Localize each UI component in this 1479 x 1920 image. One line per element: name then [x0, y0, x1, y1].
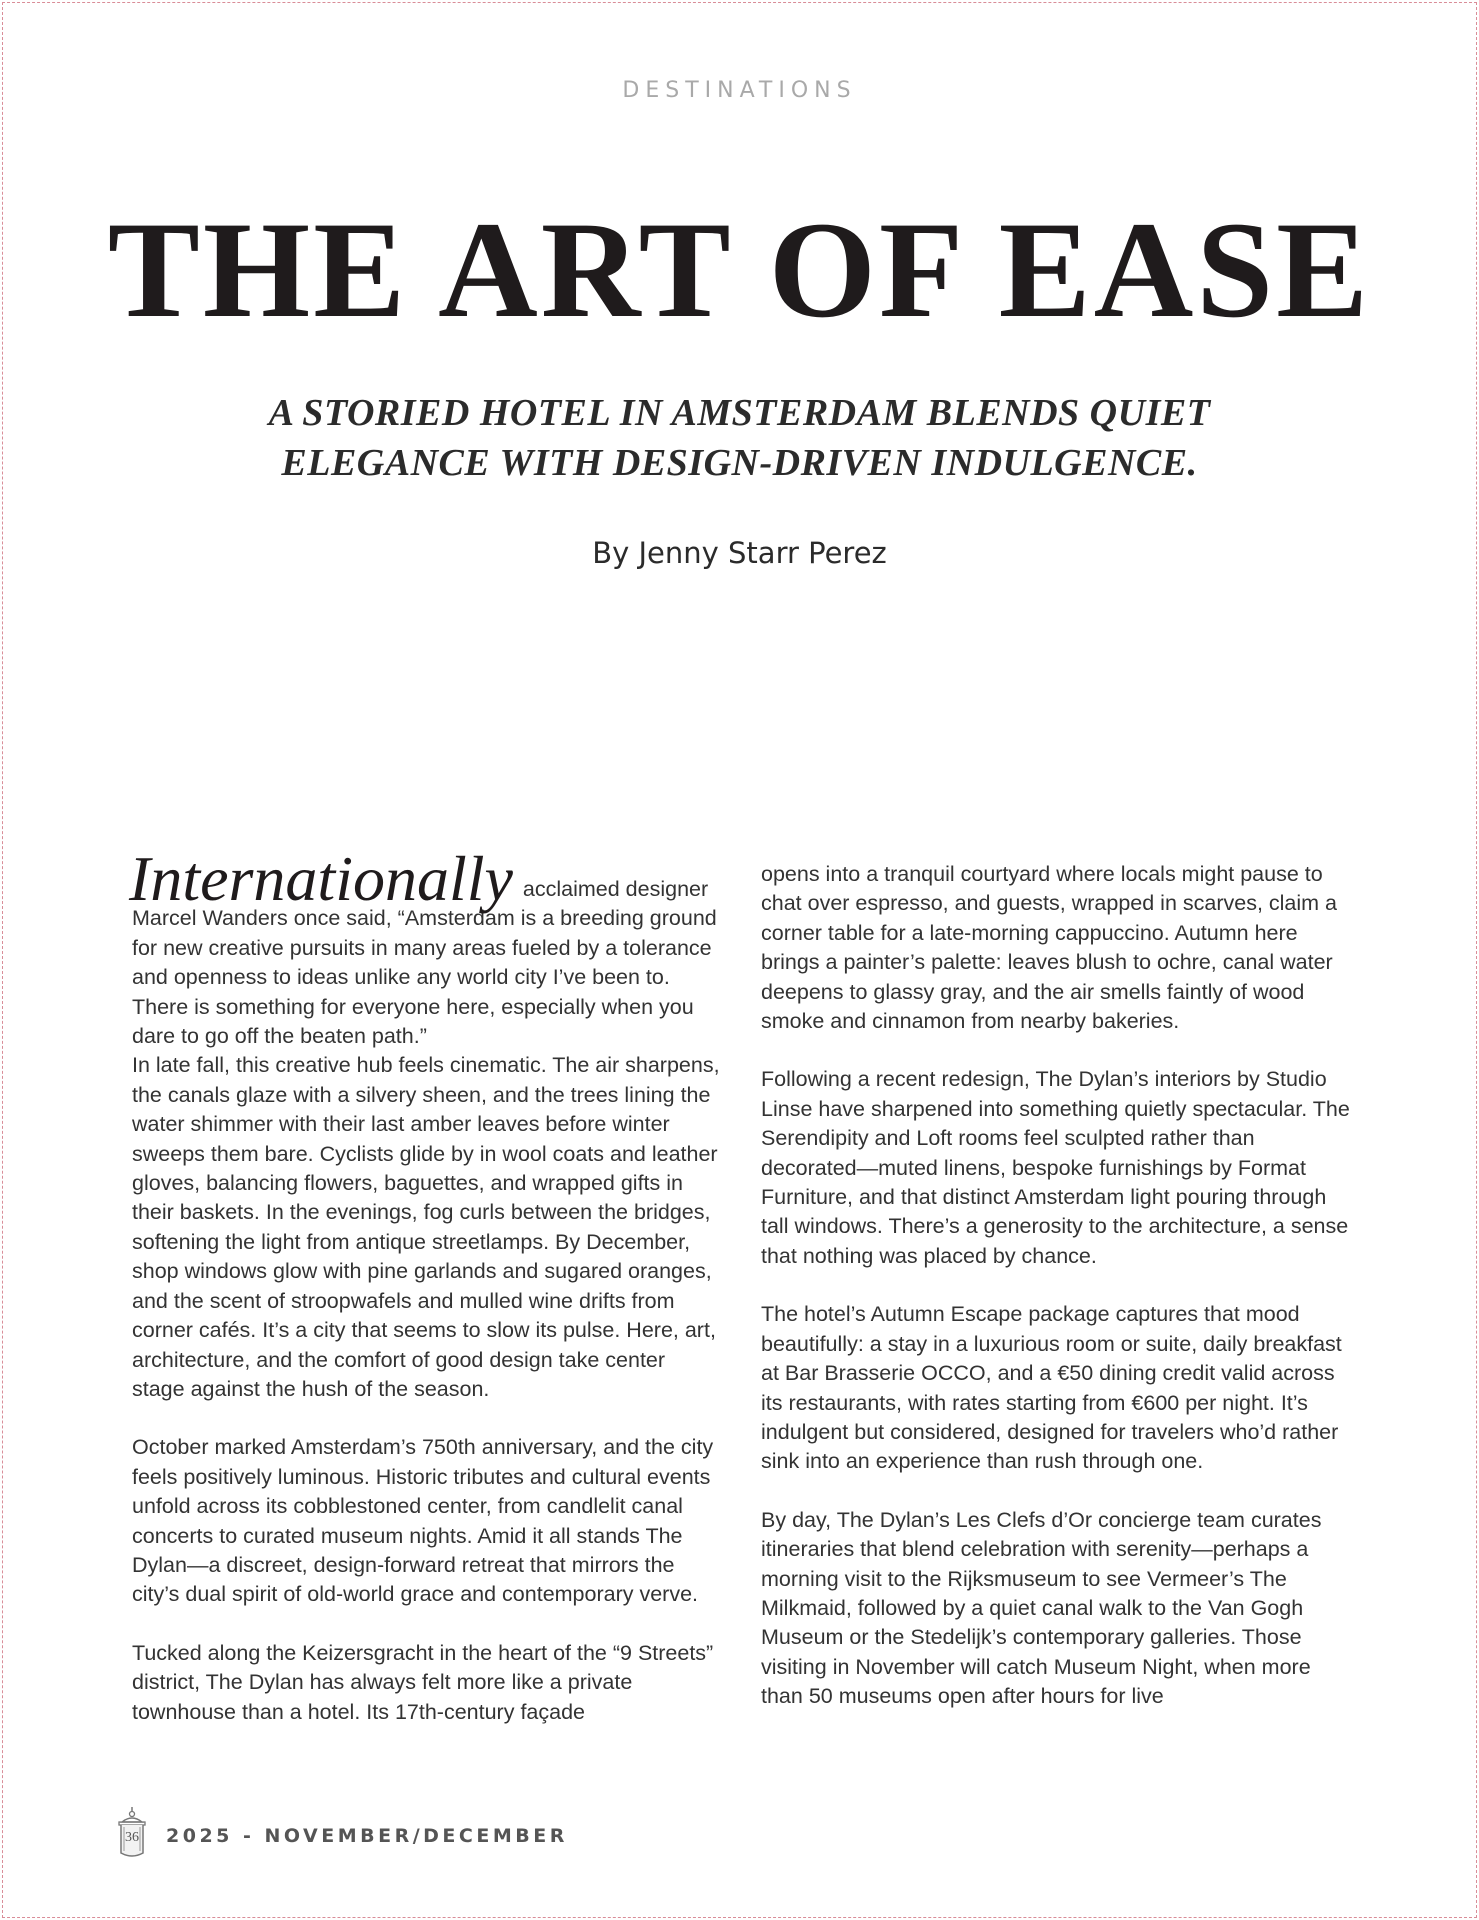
article-headline: THE ART OF EASE	[107, 193, 1372, 346]
paragraph: The hotel’s Autumn Escape package captures that mood beautifully: a stay in a luxurious room or suite, daily breakfast at Bar Brasserie OCCO, and a €50 dining credit valid across its restaurants, with rates starting from €600 per night. It’s indulgent but considered, designed for travelers who’d rather sink into an experience than rush through one.	[761, 1302, 1342, 1474]
deck-line: A STORIED HOTEL IN AMSTERDAM BLENDS QUIET	[268, 392, 1211, 434]
byline: By Jenny Starr Perez	[592, 536, 887, 570]
dropcap-word: Internationally	[129, 843, 513, 914]
issue-date: 2025 - NOVEMBER/DECEMBER	[166, 1825, 568, 1847]
paragraph: October marked Amsterdam’s 750th anniversary, and the city feels positively luminous. Historic tributes and cultural events unfold across its cobblestoned center, from candlelit canal concerts to curated museum nights. Amid it all stands The Dylan—a discreet, design-forward retreat that mirrors the city’s dual spirit of old-world grace and contemporary verve.	[132, 1435, 714, 1607]
paragraph: opens into a tranquil courtyard where locals might pause to chat over espresso, and guests, wrapped in scarves, claim a corner table for a late-morning cappuccino. Autumn here brings a painter’s palette: leaves blush to ochre, canal water deepens to glassy gray, and the air smells faintly of wood smoke and cinnamon from nearby bakeries.	[761, 862, 1338, 1034]
page-number: 36	[125, 1830, 139, 1845]
article-column-left	[129, 843, 722, 1756]
paragraph: Following a recent redesign, The Dylan’s interiors by Studio Linse have sharpened into something quietly spectacular. The Serendipity and Loft rooms feel sculpted rather than decorated—muted linens, bespoke furnishings by Format Furniture, and that distinct Amsterdam light pouring through tall windows. There’s a generosity to the architecture, a sense that nothing was placed by chance.	[761, 1067, 1350, 1268]
paragraph-text: acclaimed designer Marcel Wanders once said, “Amsterdam is a breeding ground for new creative pursuits in many areas fueled by a tolerance and openness to ideas unlike any world city I’ve been to. There is something for everyone here, especially when you dare to go off the beaten path.”	[132, 877, 717, 1049]
deck-line: ELEGANCE WITH DESIGN-DRIVEN INDULGENCE.	[281, 442, 1198, 484]
paragraph	[129, 843, 722, 1051]
section-label: DESTINATIONS	[622, 78, 857, 103]
paragraph: Tucked along the Keizersgracht in the heart of the “9 Streets” district, The Dylan has always felt more like a private townhouse than a hotel. Its 17th-century façade	[132, 1640, 714, 1724]
paragraph: By day, The Dylan’s Les Clefs d’Or concierge team curates itineraries that blend celebration with serenity—perhaps a morning visit to the Rijksmuseum to see Vermeer’s The Milkmaid, followed by a quiet canal walk to the Van Gogh Museum or the Stedelijk’s contemporary galleries. Those visiting in November will catch Museum Night, when more than 50 museums open after hours for live	[761, 1507, 1322, 1709]
article-deck	[140, 388, 1339, 488]
paragraph: In late fall, this creative hub feels cinematic. The air sharpens, the canals glaze with a silvery sheen, and the trees lining the water shimmer with their last amber leaves before winter sweeps them bare. Cyclists glide by in wool coats and leather gloves, balancing flowers, baguettes, and wrapped gifts in their baskets. In the evenings, fog curls between the bridges, softening the light from antique streetlamps. By December, shop windows glow with pine garlands and sugared oranges, and the scent of stroopwafels and mulled wine drifts from corner cafés. It’s a city that seems to slow its pulse. Here, art, architecture, and the comfort of good design take center stage against the hush of the season.	[132, 1053, 720, 1401]
article-column-right	[761, 860, 1351, 1741]
